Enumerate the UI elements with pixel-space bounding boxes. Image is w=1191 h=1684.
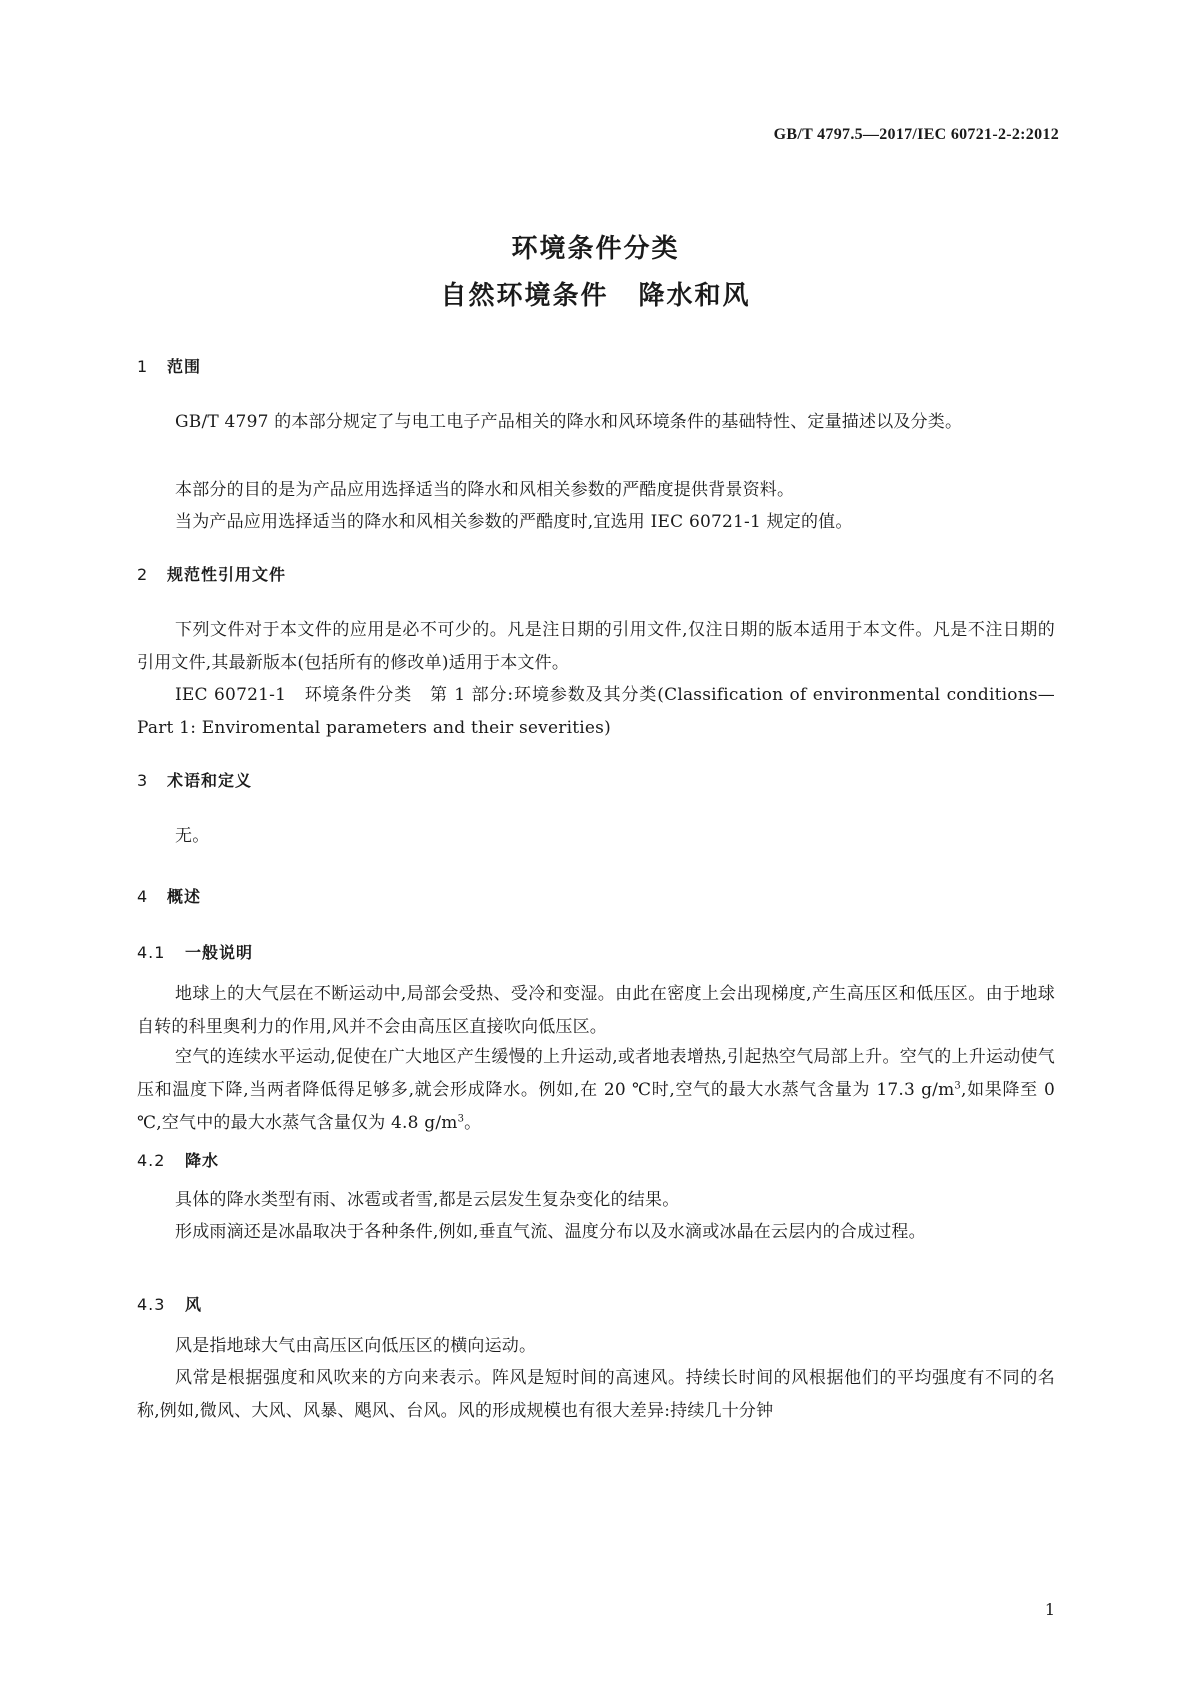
section-4-1-number: 4.1 — [137, 943, 166, 962]
section-2-paragraph-1: 下列文件对于本文件的应用是必不可少的。凡是注日期的引用文件,仅注日期的版本适用于本文件。凡是不注日期的引用文件,其最新版本(包括所有的修改单)适用于本文件。 — [137, 620, 1055, 673]
section-1-number: 1 — [137, 357, 149, 376]
section-4-1-paragraph-2 — [137, 1041, 1055, 1140]
section-1-paragraph-3: 当为产品应用选择适当的降水和风相关参数的严酷度时,宜选用 IEC 60721-1 规定的值。 — [175, 512, 853, 532]
section-2-number: 2 — [137, 565, 149, 584]
title-line-2-left: 自然环境条件 — [440, 281, 609, 311]
section-1-title: 范围 — [167, 357, 202, 376]
section-2-title: 规范性引用文件 — [167, 565, 287, 584]
section-4-2-heading — [137, 1148, 219, 1171]
section-3-heading — [137, 768, 252, 791]
section-4-1-paragraph-2-part-c: 。 — [464, 1113, 482, 1133]
section-4-3-paragraph-2: 风常是根据强度和风吹来的方向来表示。阵风是短时间的高速风。持续长时间的风根据他们的平均强度有不同的名称,例如,微风、大风、风暴、飓风、台风。风的形成规模也有很大差异:持续几十分钟 — [137, 1368, 1055, 1421]
section-2-heading — [137, 562, 286, 585]
standard-code-header: GB/T 4797.5—2017/IEC 60721-2-2:2012 — [773, 126, 1059, 143]
section-4-2-paragraph-1: 具体的降水类型有雨、冰雹或者雪,都是云层发生复杂变化的结果。 — [175, 1190, 680, 1210]
section-4-3-paragraph-1: 风是指地球大气由高压区向低压区的横向运动。 — [175, 1336, 537, 1356]
section-4-heading — [137, 884, 201, 907]
section-1-heading — [137, 354, 201, 377]
superscript-3-second: 3 — [457, 1113, 465, 1125]
section-1-paragraph-2: 本部分的目的是为产品应用选择适当的降水和风相关参数的严酷度提供背景资料。 — [175, 480, 795, 500]
title-line-2-right: 降水和风 — [638, 281, 751, 311]
section-4-1-paragraph-2-part-b: ,如果降至 0 ℃,空气中的最大水蒸气含量仅为 4.8 g/m — [137, 1080, 1055, 1133]
document-title-line-2 — [0, 275, 1191, 312]
section-4-title: 概述 — [167, 887, 202, 906]
section-4-1-heading — [137, 940, 253, 963]
section-1-paragraph-1: GB/T 4797 的本部分规定了与电工电子产品相关的降水和风环境条件的基础特性、定量描述以及分类。 — [175, 412, 963, 432]
section-4-1-paragraph-1: 地球上的大气层在不断运动中,局部会受热、受冷和变湿。由此在密度上会出现梯度,产生高压区和低压区。由于地球自转的科里奥利力的作用,风并不会由高压区直接吹向低压区。 — [137, 984, 1055, 1037]
section-4-1-paragraph-2-part-a: 空气的连续水平运动,促使在广大地区产生缓慢的上升运动,或者地表增热,引起热空气局部上升。空气的上升运动使气压和温度下降,当两者降低得足够多,就会形成降水。例如,在 20 ℃时,空气的最大水蒸气含量为 17.3 g/m — [137, 1047, 1055, 1100]
page-number: 1 — [1044, 1600, 1055, 1619]
section-4-3-title: 风 — [185, 1295, 203, 1314]
superscript-3-first: 3 — [954, 1080, 961, 1092]
section-4-number: 4 — [137, 887, 149, 906]
section-4-2-number: 4.2 — [137, 1151, 166, 1170]
section-3-paragraph-1: 无。 — [175, 826, 210, 846]
section-3-number: 3 — [137, 771, 149, 790]
section-4-3-heading — [137, 1292, 202, 1315]
section-4-3-number: 4.3 — [137, 1295, 166, 1314]
section-4-2-paragraph-2: 形成雨滴还是冰晶取决于各种条件,例如,垂直气流、温度分布以及水滴或冰晶在云层内的合成过程。 — [175, 1222, 926, 1242]
section-4-2-title: 降水 — [185, 1151, 220, 1170]
section-3-title: 术语和定义 — [167, 771, 253, 790]
document-title-line-1: 环境条件分类 — [511, 234, 680, 264]
section-2-reference-iec-60721-1: IEC 60721-1 环境条件分类 第 1 部分:环境参数及其分类(Classification of environmental conditions—Part 1: Enviromental parameters and their severities) — [137, 685, 1055, 738]
section-4-1-title: 一般说明 — [185, 943, 254, 962]
